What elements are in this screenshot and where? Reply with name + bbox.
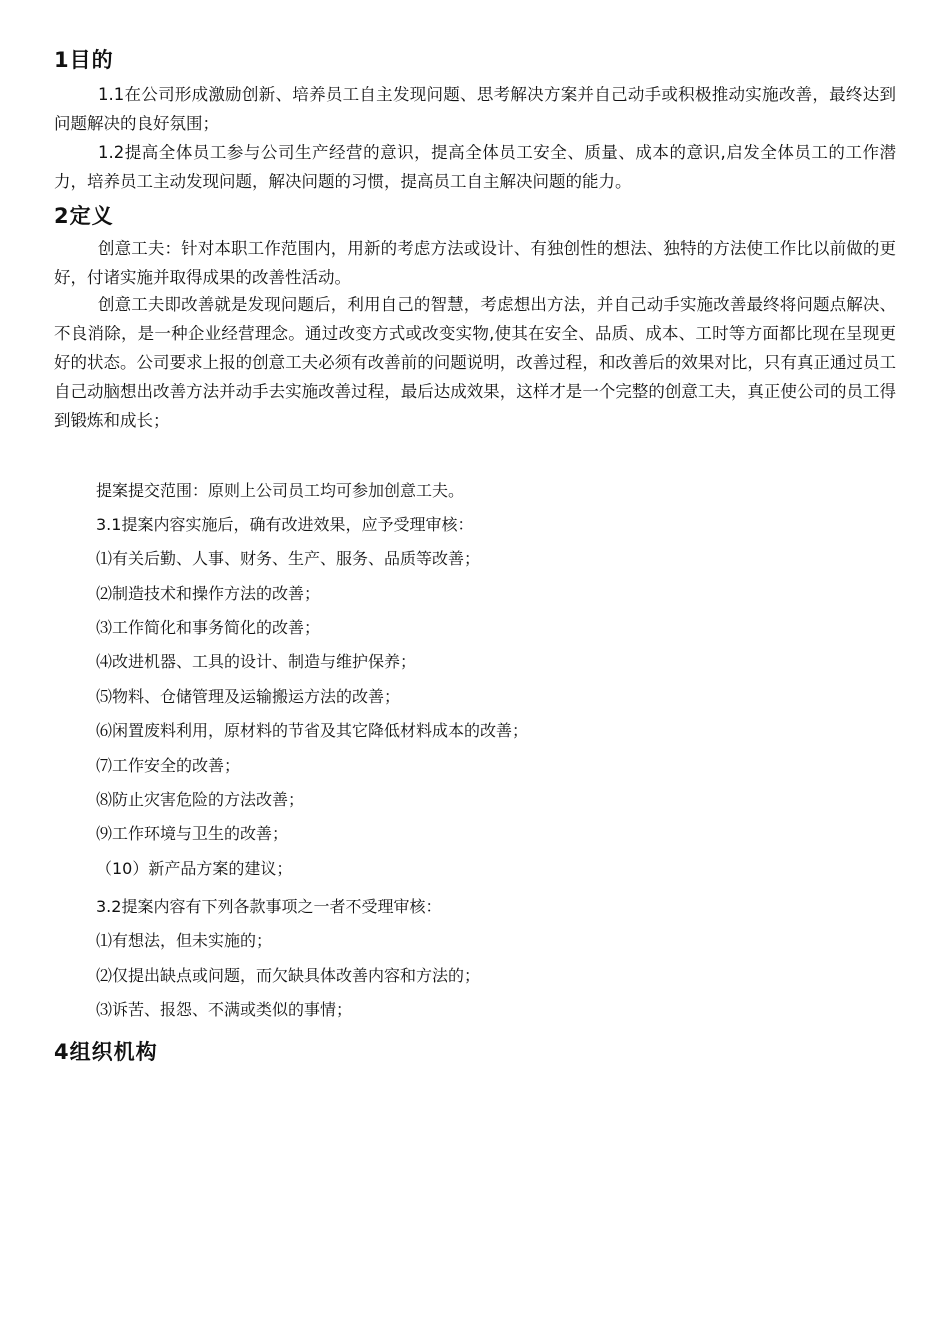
list-item: ⑵仅提出缺点或问题，而欠缺具体改善内容和方法的； [96, 966, 481, 985]
list-item: 3.2提案内容有下列各款事项之一者不受理审核： [96, 897, 442, 916]
list-item: ⑷改进机器、工具的设计、制造与维护保养； [96, 652, 417, 671]
scope-line: 提案提交范围：原则上公司员工均可参加创意工夫。 [96, 481, 465, 500]
list-item: ⑶工作简化和事务简化的改善； [96, 618, 321, 637]
list-item: ⑶诉苦、报怨、不满或类似的事情； [96, 1000, 353, 1019]
section-4-heading: 4组织机构 [54, 1040, 158, 1064]
list-item: ⑼工作环境与卫生的改善； [96, 824, 289, 843]
list-item: ⑴有想法，但未实施的； [96, 931, 273, 950]
list-item: ⑵制造技术和操作方法的改善； [96, 584, 321, 603]
section-2-heading: 2定义 [54, 204, 114, 228]
section-2-para-1: 创意工夫：针对本职工作范围内，用新的考虑方法或设计、有独创性的想法、独特的方法使工作比以前做的更好，付诸实施并取得成果的改善性活动。 [54, 239, 896, 287]
section-1-para-2: 1.2提高全体员工参与公司生产经营的意识，提高全体员工安全、质量、成本的意识,启发全体员工的工作潜力，培养员工主动发现问题，解决问题的习惯，提高员工自主解决问题的能力。 [54, 143, 896, 191]
section-1-heading: 1目的 [54, 48, 114, 72]
list-item: ⑴有关后勤、人事、财务、生产、服务、品质等改善； [96, 549, 481, 568]
section-1-para-1: 1.1在公司形成激励创新、培养员工自主发现问题、思考解决方案并自己动手或积极推动实施改善，最终达到问题解决的良好氛围； [54, 85, 896, 133]
list-item: 3.1提案内容实施后，确有改进效果，应予受理审核： [96, 515, 474, 534]
section-2-para-2: 创意工夫即改善就是发现问题后，利用自己的智慧，考虑想出方法，并自己动手实施改善最终将问题点解决、不良消除，是一种企业经营理念。通过改变方式或改变实物,使其在安全、品质、成本、工时等方面都比现在呈现更好的状态。公司要求上报的创意工夫必须有改善前的问题说明，改善过程，和改善后的效果对比，只有真正通过员工自己动脑想出改善方法并动手去实施改善过程，最后达成效果，这样才是一个完整的创意工夫，真正使公司的员工得到锻炼和成长； [54, 295, 896, 430]
list-item: ⑸物料、仓储管理及运输搬运方法的改善； [96, 687, 401, 706]
list-item: （10）新产品方案的建议； [96, 859, 293, 878]
list-item: ⑺工作安全的改善； [96, 756, 241, 775]
list-item: ⑹闲置废料利用，原材料的节省及其它降低材料成本的改善； [96, 721, 529, 740]
list-item: ⑻防止灾害危险的方法改善； [96, 790, 305, 809]
